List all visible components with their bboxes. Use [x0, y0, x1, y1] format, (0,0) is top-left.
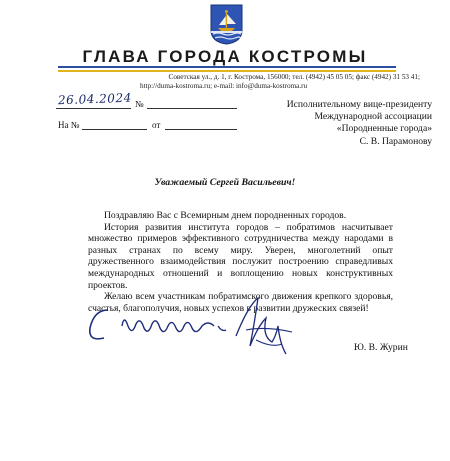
from-label: от [152, 120, 161, 130]
recipient-line-1: Исполнительному вице-президенту [286, 99, 432, 110]
salutation: Уважаемый Сергей Васильевич! [154, 177, 296, 188]
body-paragraph-3: Желаю всем участникам побратимского движения крепкого здоровья, счастья, благополучия, новых успехов в развитии дружеских связей! [88, 291, 393, 314]
recipient-block [232, 99, 432, 148]
address-line-1: Советская ул., д. 1, г. Кострома, 156000; тел. (4942) 45 05 05; факс (4942) 31 53 41; [168, 73, 420, 81]
letterhead-address [120, 73, 420, 91]
recipient-line-4: С. В. Парамонову [359, 135, 432, 147]
handwritten-signature [86, 296, 302, 360]
recipient-line-3: «Породненные города» [336, 123, 432, 135]
signer-name: Ю. В. Журин [354, 342, 408, 353]
body-paragraph-1: Поздравляю Вас с Всемирным днем породненных городов. [104, 210, 347, 221]
number-label: № [135, 99, 144, 109]
coat-of-arms-icon [210, 4, 243, 45]
address-line-2: http://duma-kostroma.ru; e-mail: info@duma-kostroma.ru [140, 82, 308, 90]
ref-label: На № [58, 120, 80, 130]
letterhead-title: ГЛАВА ГОРОДА КОСТРОМЫ [82, 47, 368, 66]
letterhead-stripes [58, 66, 396, 72]
number-underline [147, 108, 237, 109]
date-underline [56, 108, 131, 109]
ref-underline [82, 129, 147, 130]
body-paragraph-2: История развития института городов – побратимов насчитывает множество примеров эффективного сотрудничества между народами в разных странах по всему миру. Уверен, многолетний опыт дружественного взаимодействия послужит построению справедливых международных отношений и воплощению новых конструктивных проектов. [88, 221, 393, 291]
handwritten-date: 26.04.2024 [57, 90, 132, 108]
recipient-line-2: Международной ассоциации [314, 111, 432, 123]
from-underline [165, 129, 237, 130]
svg-text:С уважением,: С уважением, [86, 296, 92, 297]
stripe-gold [58, 70, 396, 72]
